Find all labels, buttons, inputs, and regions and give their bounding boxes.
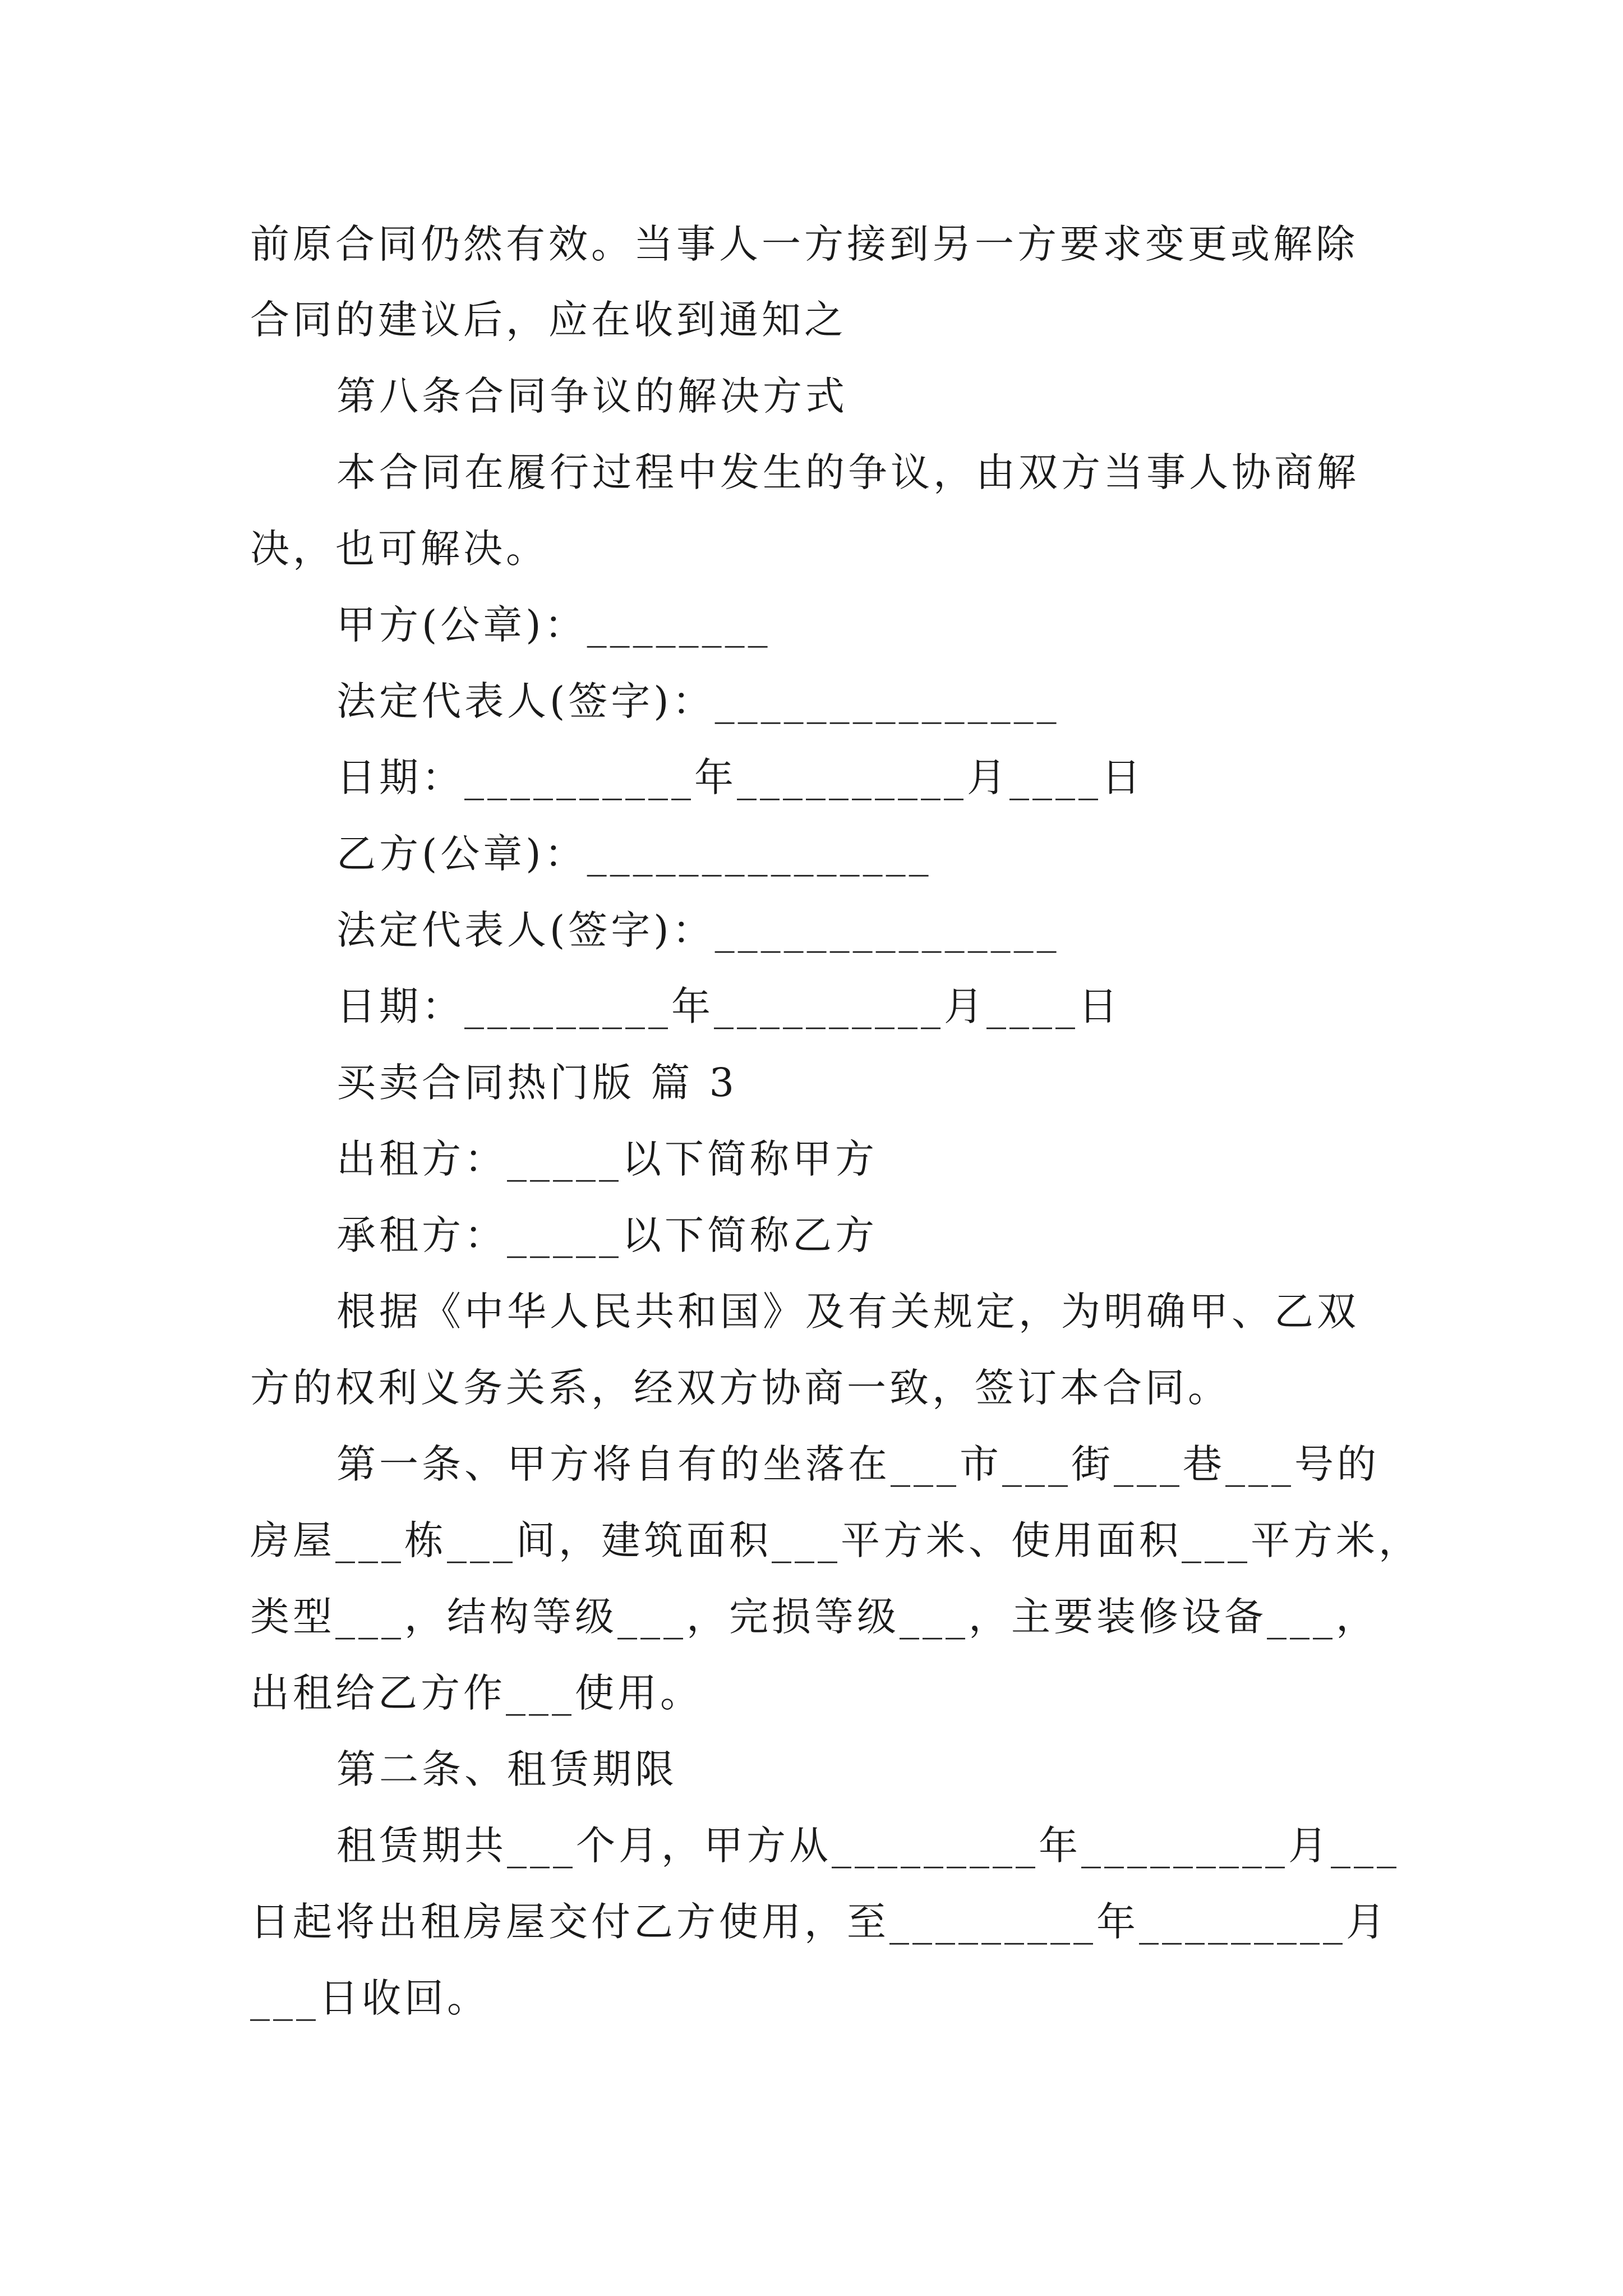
party-a-representative-line: 法定代表人(签字)：_______________ <box>336 678 1060 724</box>
lessee-line: 承租方：_____以下简称乙方 <box>336 1212 878 1258</box>
party-b-representative-line: 法定代表人(签字)：_______________ <box>336 907 1060 953</box>
lessor-line: 出租方：_____以下简称甲方 <box>336 1136 878 1182</box>
text-line-22: 租赁期共___个月，甲方从_________年_________月___ <box>336 1823 1400 1869</box>
text-line-1: 前原合同仍然有效。当事人一方接到另一方要求变更或解除 <box>250 221 1358 267</box>
text-line-4: 本合同在履行过程中发生的争议，由双方当事人协商解 <box>336 449 1359 495</box>
text-line-24: ___日收回。 <box>250 1975 490 2021</box>
text-line-2: 合同的建议后，应在收到通知之 <box>250 297 847 343</box>
article-2-heading: 第二条、租赁期限 <box>336 1746 677 1792</box>
text-line-20: 出租给乙方作___使用。 <box>250 1670 703 1716</box>
party-a-date-line: 日期：__________年__________月____日 <box>336 754 1144 800</box>
party-b-seal-line: 乙方(公章)：_______________ <box>336 831 932 877</box>
article-1-line: 第一条、甲方将自有的坐落在___市___街___巷___号的 <box>336 1441 1380 1487</box>
text-line-15: 根据《中华人民共和国》及有关规定，为明确甲、乙双 <box>336 1289 1359 1335</box>
text-line-23: 日起将出租房屋交付乙方使用，至_________年_________月 <box>250 1899 1389 1945</box>
text-line-19: 类型___，结构等级___，完损等级___，主要装修设备___， <box>250 1594 1378 1640</box>
party-a-seal-line: 甲方(公章)：________ <box>336 602 771 648</box>
article-8-heading: 第八条合同争议的解决方式 <box>336 373 848 419</box>
text-line-16: 方的权利义务关系，经双方协商一致，签订本合同。 <box>250 1365 1230 1411</box>
section-title: 买卖合同热门版 篇 3 <box>336 1060 738 1106</box>
text-line-5: 决，也可解决。 <box>250 526 548 572</box>
text-line-18: 房屋___栋___间，建筑面积___平方米、使用面积___平方米， <box>250 1517 1421 1563</box>
party-b-date-line: 日期：_________年__________月____日 <box>336 983 1121 1029</box>
